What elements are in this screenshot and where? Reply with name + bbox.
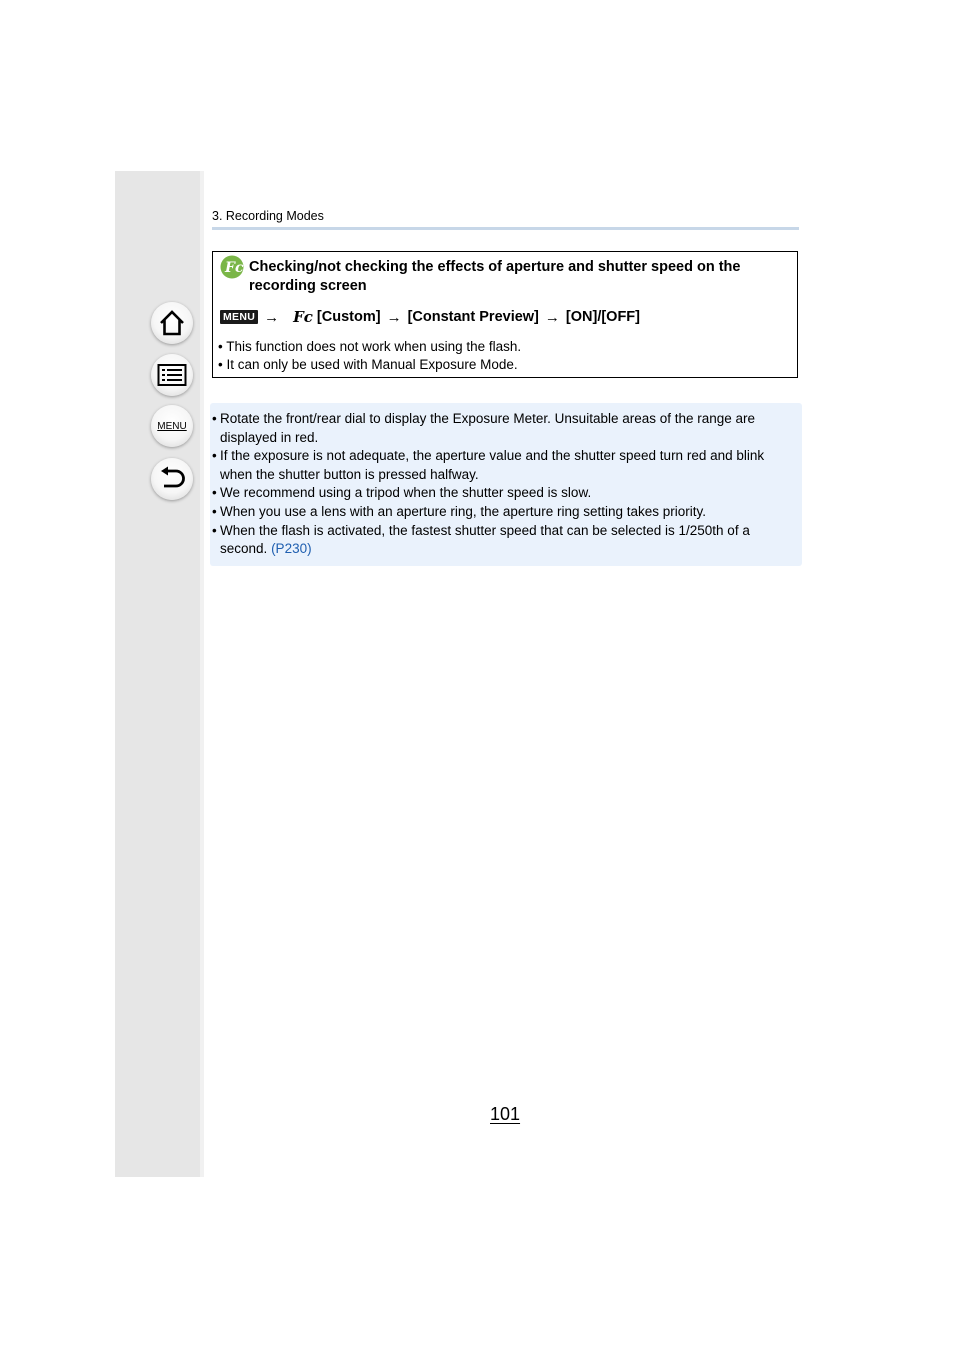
menu-button-label: MENU <box>157 420 187 432</box>
note-item: • This function does not work when using the flash. <box>218 339 522 354</box>
section-header: 3. Recording Modes <box>212 209 324 223</box>
section-divider <box>212 227 799 230</box>
arrow: → <box>386 308 402 326</box>
menu-badge: MENU <box>220 310 258 324</box>
home-icon <box>158 309 186 337</box>
back-arrow-icon <box>158 466 186 492</box>
page-reference-link[interactable]: (P230) <box>271 541 312 557</box>
path-step-value: [ON]/[OFF] <box>565 309 640 325</box>
setting-title: Checking/not checking the effects of aperture and shutter speed on the recording screen <box>249 259 741 294</box>
setting-description-box <box>212 251 798 378</box>
tips-box <box>210 403 802 566</box>
tip-item: • When the flash is activated, the fastest shutter speed that can be selected is 1/250th of a second. (P230) <box>212 522 750 557</box>
custom-menu-icon <box>220 255 244 279</box>
menu-path <box>220 307 640 327</box>
menu-button[interactable] <box>151 405 193 447</box>
note-item: • It can only be used with Manual Exposure Mode. <box>218 357 518 372</box>
arrow: → <box>544 308 560 326</box>
arrow: → <box>264 308 280 326</box>
table-of-contents-button[interactable] <box>151 354 193 396</box>
setting-notes <box>218 338 521 374</box>
tip-item: • We recommend using a tripod when the shutter speed is slow. <box>212 485 592 501</box>
path-step-custom: [Custom] <box>316 309 381 325</box>
page-number: 101 <box>490 1104 521 1124</box>
tip-item: • If the exposure is not adequate, the aperture value and the shutter speed turn red and blink when the shutter button is pressed halfway. <box>212 448 765 482</box>
custom-fc-icon: Fc <box>293 308 313 326</box>
tips-list <box>212 410 792 559</box>
tip-item: • Rotate the front/rear dial to display the Exposure Meter. Unsuitable areas of the range are displayed in red. <box>212 411 756 445</box>
tip-item: • When you use a lens with an aperture ring, the aperture ring setting takes priority. <box>212 503 707 519</box>
home-button[interactable] <box>151 302 193 344</box>
svg-text:Fc: Fc <box>225 260 244 276</box>
back-button[interactable] <box>151 458 193 500</box>
path-step-constant-preview: [Constant Preview] <box>407 309 539 325</box>
table-of-contents-icon <box>157 363 187 387</box>
